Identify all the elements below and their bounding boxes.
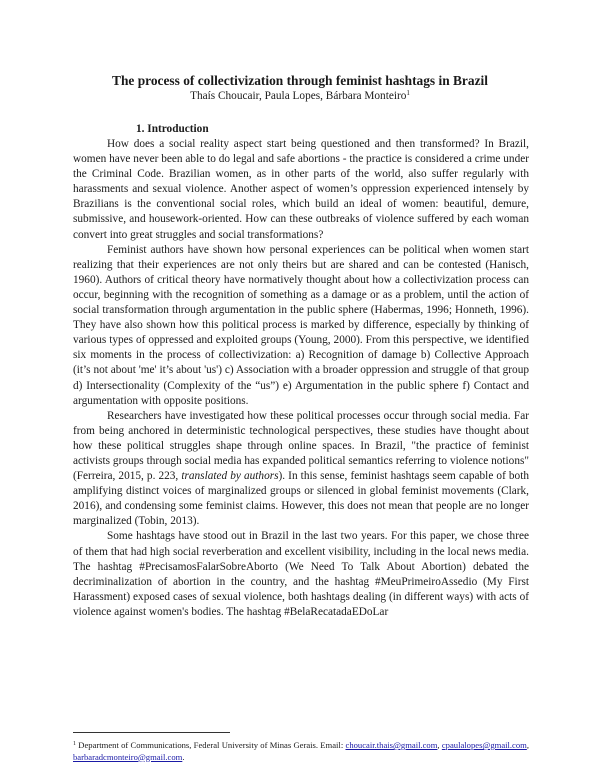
section-heading: 1. Introduction xyxy=(136,123,209,135)
paper-title: The process of collectivization through feminist hashtags in Brazil xyxy=(112,73,488,88)
email-link-2[interactable]: cpaulalopes@gmail.com xyxy=(441,740,527,750)
body-text xyxy=(73,137,529,620)
footnote-sep-1: , xyxy=(437,740,440,750)
author-names: Thaís Choucair, Paula Lopes, Bárbara Monteiro xyxy=(190,90,407,102)
footnote-text: Department of Communications, Federal University of Minas Gerais. Email: xyxy=(78,740,344,750)
paragraph-3-part-a: Researchers have investigated how these political processes occur through social media. Far from being anchored in deterministic technological perspectives, these studies have thought about how these political struggles shape through online spaces. In Brazil, "the practice of feminist activists groups through social media has expanded political semantics referring to violence notions" (Ferreira, 2015, p. 223, xyxy=(73,409,529,483)
footnote-end: . xyxy=(182,751,185,762)
author-line xyxy=(0,89,600,104)
paragraph-2: Feminist authors have shown how personal experiences can be political when women start realizing that their experiences are not only theirs but are shared and can be contested (Hanisch, 1960). Authors of critical theory have normatively thought about how a collectivization process can occur, beginning with the recognition of something as a damage or as a problem, until the action of social transformation through argumentation in the public sphere (Habermas, 1996; Honneth, 1996). They have also shown how this political process is marked by difference, especially by thinking of various types of oppressed and exploited groups (Young, 2000). From this perspective, we identified six moments in the process of collectivization: a) Recognition of damage b) Collective Approach (it’s not about 'me' it’s about 'us') c) Association with a broader oppression and struggle of that group d) Intersectionality (Complexity of the “us”) e) Argumentation in the public sphere f) Contact and argumentation with opposite positions. xyxy=(73,243,529,407)
footnote-divider xyxy=(73,732,230,733)
footnote-mark: 1 xyxy=(73,741,76,747)
paragraph-4: Some hashtags have stood out in Brazil in the last two years. For this paper, we chose three of them that had high social reverberation and excellent visibility, including in the local news media. The hashtag #PrecisamosFalarSobreAborto (We Need To Talk About Abortion) debated the decriminalization of abortion in the country, and the hashtag #MeuPrimeiroAssedio (My First Harassment) exposed cases of sexual violence, both hashtags dealing (in different ways) with acts of violence against women's bodies. The hashtag #BelaRecatadaEDoLar xyxy=(73,530,529,618)
footnote xyxy=(73,740,529,763)
paragraph-3-part-b: ). In this sense, feminist hashtags seem capable of both amplifying distinct voices of marginalized groups or silenced in global feminist movements (Clark, 2016), and condensing some feminist claims. However, this does not mean that people are no longer marginalized (Tobin, 2013). xyxy=(73,470,529,528)
paragraph-1: How does a social reality aspect start being questioned and then transformed? In Brazil, women have never been able to do legal and safe abortions - the practice is considered a crime under the Criminal Code. Brazilian women, as in other parts of the world, also suffer regularly with harassments and sexual violence. Another aspect of women’s oppression experienced intensely by Brazilians is the conventional social roles, which build an ideal of women: beautiful, demure, submissive, and housework-oriented. How can these outbreaks of violence suffered by each woman convert into great struggles and social transformations? xyxy=(73,138,529,241)
paragraph-3 xyxy=(73,409,529,530)
email-link-1[interactable]: choucair.thais@gmail.com xyxy=(345,740,438,750)
author-footnote-mark[interactable]: 1 xyxy=(406,89,410,97)
paragraph-3-italic: translated by authors xyxy=(181,470,279,483)
email-link-3[interactable]: barbaradcmonteiro@gmail.com xyxy=(73,751,183,762)
footnote-sep-2: , xyxy=(526,740,530,750)
